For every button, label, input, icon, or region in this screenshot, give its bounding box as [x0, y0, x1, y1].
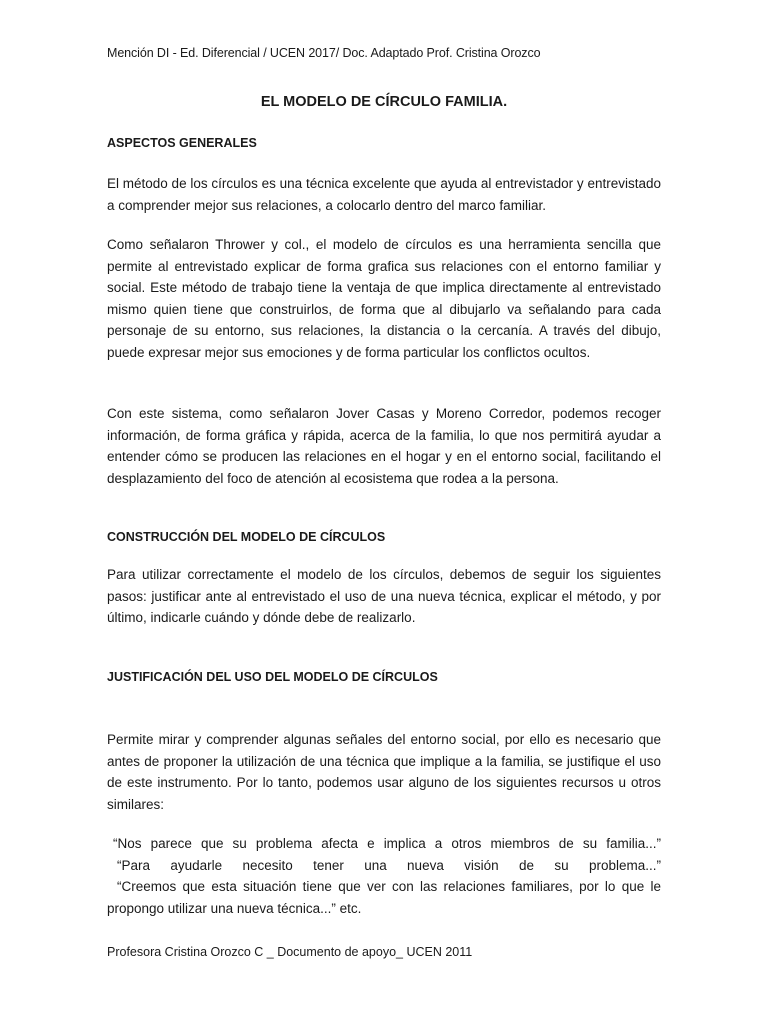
paragraph: Para utilizar correctamente el modelo de los círculos, debemos de seguir los siguientes pasos: justificar ante al entrevistado el uso de una nueva técnica, explicar el método, y por último, indicarle cuándo y dónde debe de realizarlo. — [107, 567, 661, 626]
quote-line: “Para ayudarle necesito tener una nueva visión de su problema...” — [117, 857, 661, 873]
paragraph: Con este sistema, como señalaron Jover Casas y Moreno Corredor, podemos recoger información, de forma gráfica y rápida, acerca de la familia, lo que nos permitirá ayudar a entender cómo se producen las relaciones en el hogar y en el entorno social, facilitando el desplazamiento del foco de atención al ecosistema que rodea a la persona. — [107, 406, 661, 486]
quote-block — [107, 833, 661, 919]
section-heading-aspectos: ASPECTOS GENERALES — [107, 136, 257, 150]
page-header: Mención DI - Ed. Diferencial / UCEN 2017/ Doc. Adaptado Prof. Cristina Orozco — [107, 46, 541, 60]
paragraph: El método de los círculos es una técnica excelente que ayuda al entrevistador y entrevistado a comprender mejor sus relaciones, a colocarlo dentro del marco familiar. — [107, 176, 661, 213]
quote-line: “Creemos que esta situación tiene que ver con las relaciones familiares, por lo que le — [117, 879, 661, 895]
quote-line: “Nos parece que su problema afecta e implica a otros miembros de su familia...” — [113, 836, 661, 851]
paragraph: Como señalaron Thrower y col., el modelo de círculos es una herramienta sencilla que permite al entrevistado explicar de forma grafica sus relaciones con el entorno familiar y social. Este método de trabajo tiene la ventaja de que implica directamente al entrevistado mismo quien tiene que construirlos, de forma que al dibujarlo va señalando para cada personaje de su entorno, sus relaciones, la distancia o la cercanía. A través del dibujo, puede expresar mejor sus emociones y de forma particular los conflictos ocultos. — [107, 237, 661, 360]
section-heading-construccion: CONSTRUCCIÓN DEL MODELO DE CÍRCULOS — [107, 530, 386, 544]
paragraph: Permite mirar y comprender algunas señales del entorno social, por ello es necesario que antes de proponer la utilización de una técnica que implique a la familia, se justifique el uso de este instrumento. Por lo tanto, podemos usar alguno de los siguientes recursos u otros similares: — [107, 732, 661, 812]
quote-line: propongo utilizar una nueva técnica...” etc. — [107, 900, 362, 916]
page-footer: Profesora Cristina Orozco C _ Documento de apoyo_ UCEN 2011 — [107, 945, 473, 959]
section-heading-justificacion: JUSTIFICACIÓN DEL USO DEL MODELO DE CÍRCULOS — [107, 670, 438, 684]
document-title: EL MODELO DE CÍRCULO FAMILIA. — [260, 94, 508, 110]
